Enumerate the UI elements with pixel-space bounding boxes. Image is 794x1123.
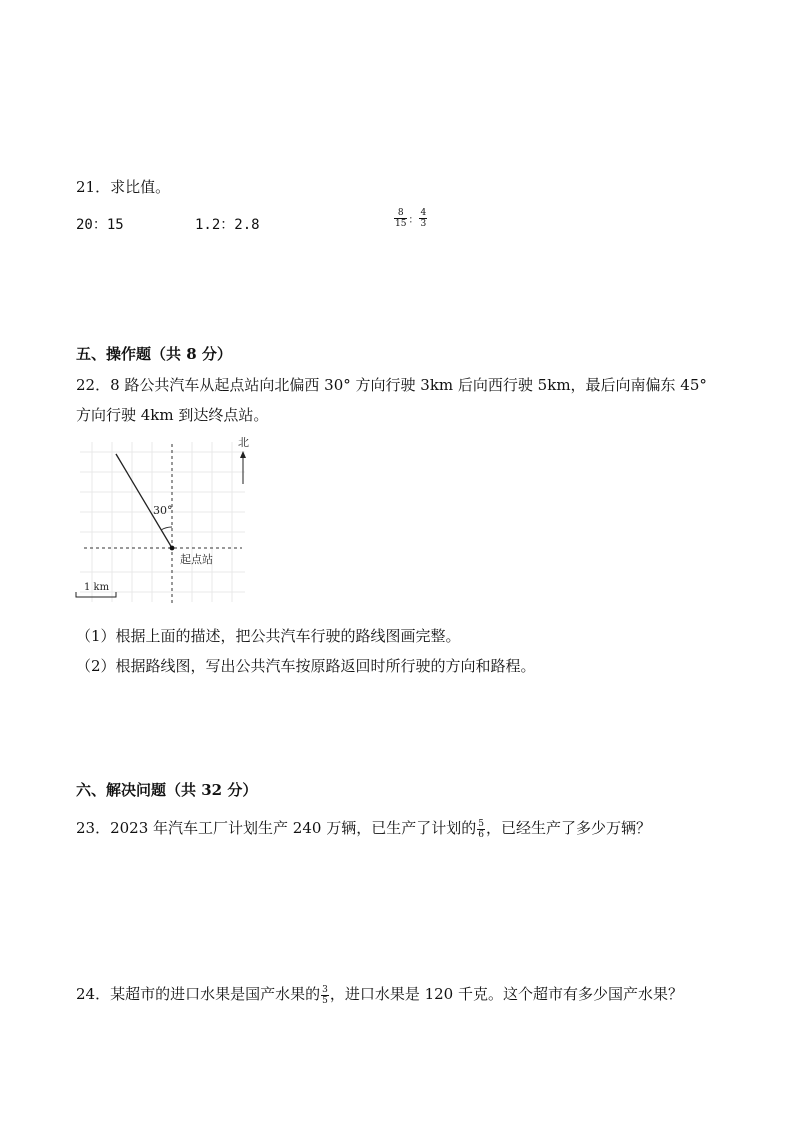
route-diagram <box>70 432 260 612</box>
scale-label: 1 km <box>84 582 110 593</box>
section-5-heading: 五、操作题（共 8 分） <box>76 345 232 363</box>
fraction-5-6 <box>477 819 485 840</box>
grid-lines <box>80 442 245 602</box>
fraction-3-5 <box>321 985 329 1006</box>
q22-text-line-2: 方向行驶 4km 到达终点站。 <box>76 406 269 424</box>
fraction-denominator: 6 <box>478 829 484 840</box>
q23-text <box>76 817 651 840</box>
q21-expr-1: 20：15 <box>76 217 124 233</box>
fraction-8-15 <box>394 208 407 229</box>
q24-text <box>76 983 683 1006</box>
q21-expr-2: 1.2：2.8 <box>195 217 260 233</box>
route-segment-1 <box>116 454 172 548</box>
route-segment-tick <box>116 454 119 459</box>
q21-expr-3 <box>393 208 428 229</box>
angle-arc <box>161 527 172 530</box>
fraction-numerator: 4 <box>420 208 427 218</box>
fraction-denominator: 5 <box>322 995 328 1006</box>
fraction-denominator: 15 <box>395 219 407 229</box>
north-label: 北 <box>238 436 249 449</box>
q22-text-line-1: 22．8 路公共汽车从起点站向北偏西 30° 方向行驶 3km 后向西行驶 5km，最后向南偏东 45° <box>76 376 707 394</box>
ratio-separator: ： <box>408 215 419 226</box>
fraction-denominator: 3 <box>420 219 427 229</box>
q24-text-after: ，进口水果是 120 千克。这个超市有多少国产水果？ <box>329 985 683 1003</box>
start-point <box>170 546 175 551</box>
q23-text-after: ，已经生产了多少万辆？ <box>485 819 651 837</box>
q22-part-1: （1）根据上面的描述，把公共汽车行驶的路线图画完整。 <box>76 627 461 645</box>
start-station-label: 起点站 <box>180 553 213 566</box>
q23-text-before: 23．2023 年汽车工厂计划生产 240 万辆，已生产了计划的 <box>76 819 477 837</box>
fraction-4-3 <box>419 208 427 229</box>
q22-part-2: （2）根据路线图，写出公共汽车按原路返回时所行驶的方向和路程。 <box>76 657 536 675</box>
q24-text-before: 24．某超市的进口水果是国产水果的 <box>76 985 321 1003</box>
angle-label: 30° <box>153 504 173 517</box>
q21-title: 21．求比值。 <box>76 178 171 196</box>
section-6-heading: 六、解决问题（共 32 分） <box>76 781 258 799</box>
fraction-numerator: 5 <box>478 818 484 829</box>
fraction-numerator: 8 <box>394 208 407 219</box>
fraction-numerator: 3 <box>322 984 328 995</box>
